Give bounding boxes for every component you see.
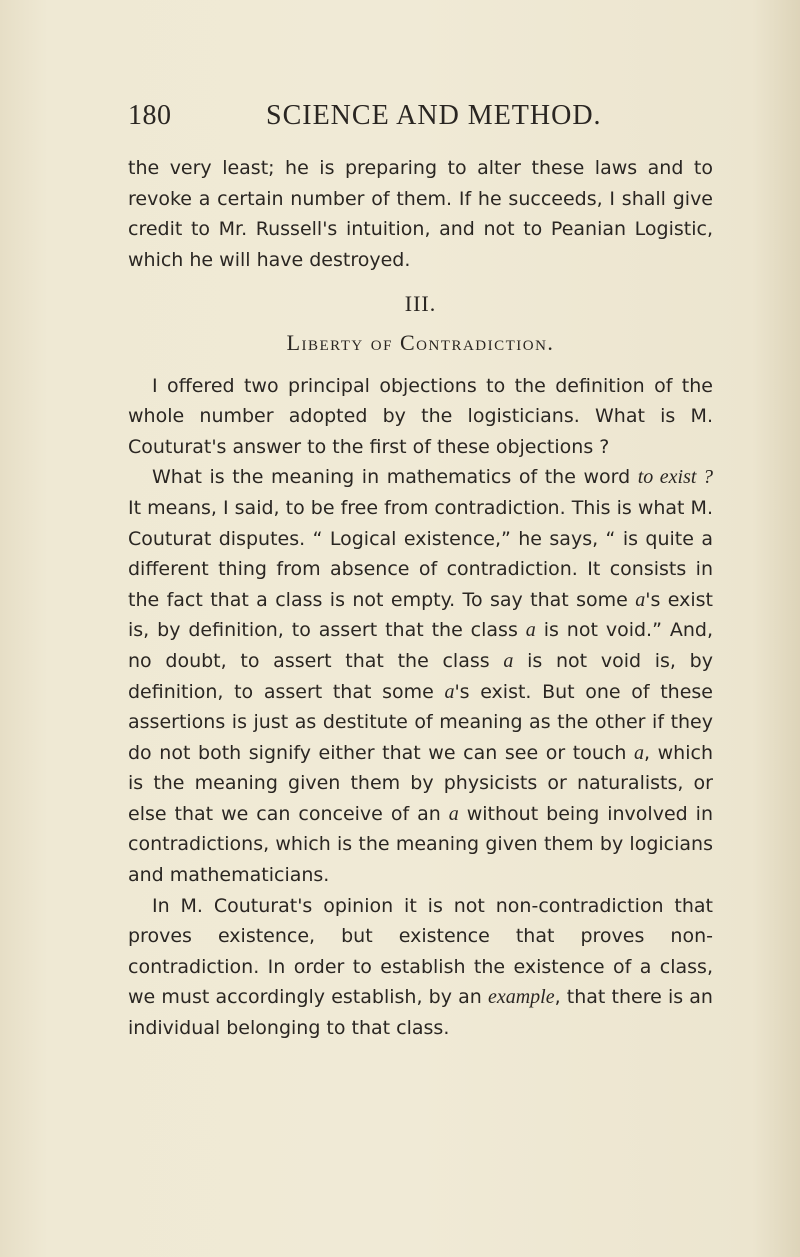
text-run: 's exist. But one of these assertions is just as destitute of meaning as the other if they do not both signify either that we can see or touch [128,680,713,764]
italic-a: a [448,802,459,825]
paragraph-objections: I offered two principal objections to the definition of the whole number adopted by the logisticians. What is M. Couturat's answer to the first of these objections ? [128,374,713,458]
italic-example: example [487,986,555,1009]
text-run: In M. Couturat's opinion it is not non-contradiction that proves existence, but existence that proves non-contradiction. In order to establish the existence of a class, we must accordingly establish, by an [128,894,713,1009]
running-header [128,100,688,140]
italic-a: a [634,741,644,764]
italic-a: a [525,619,536,642]
text-run: What is the meaning in mathematics of the word [152,466,638,489]
text-run: is not void is, by definition, to assert that some [128,649,713,703]
paragraph-meaning-of-exist [128,462,713,890]
section-number: III. [404,291,437,317]
paragraph-couturat-opinion [128,891,713,1044]
italic-to-exist: to exist ? [637,466,713,489]
page-number: 180 [128,100,172,131]
text-run: , that there is an individual belonging to that class. [128,986,713,1040]
text-run: 's exist is, by definition, to assert that the class [128,588,713,642]
text-run: , which is the meaning given them by physicists or naturalists, or else that we can conceive of an [128,741,713,825]
italic-a: a [635,588,646,611]
text-run: It means, I said, to be free from contradiction. This is what M. Couturat disputes. “ Logical existence,” he says, “ is quite a different thing from absence of contradiction. It consists in the fact that a class is not empty. To say that some [128,496,713,611]
paragraph-continuation: the very least; he is preparing to alter these laws and to revoke a certain number of them. If he succeeds, I shall give credit to Mr. Russell's intuition, and not to Peanian Logistic, which he will have destroyed. [128,157,713,271]
italic-a: a [503,649,514,672]
italic-a: a [444,680,455,703]
running-title: SCIENCE AND METHOD. [266,100,602,131]
text-run: without being involved in contradictions, which is the meaning given them by logicians and mathematicians. [128,802,713,887]
page-body [128,153,713,1044]
text-run: is not void.” And, no doubt, to assert that the class [128,619,713,672]
section-title: Liberty of Contradiction. [286,329,555,355]
